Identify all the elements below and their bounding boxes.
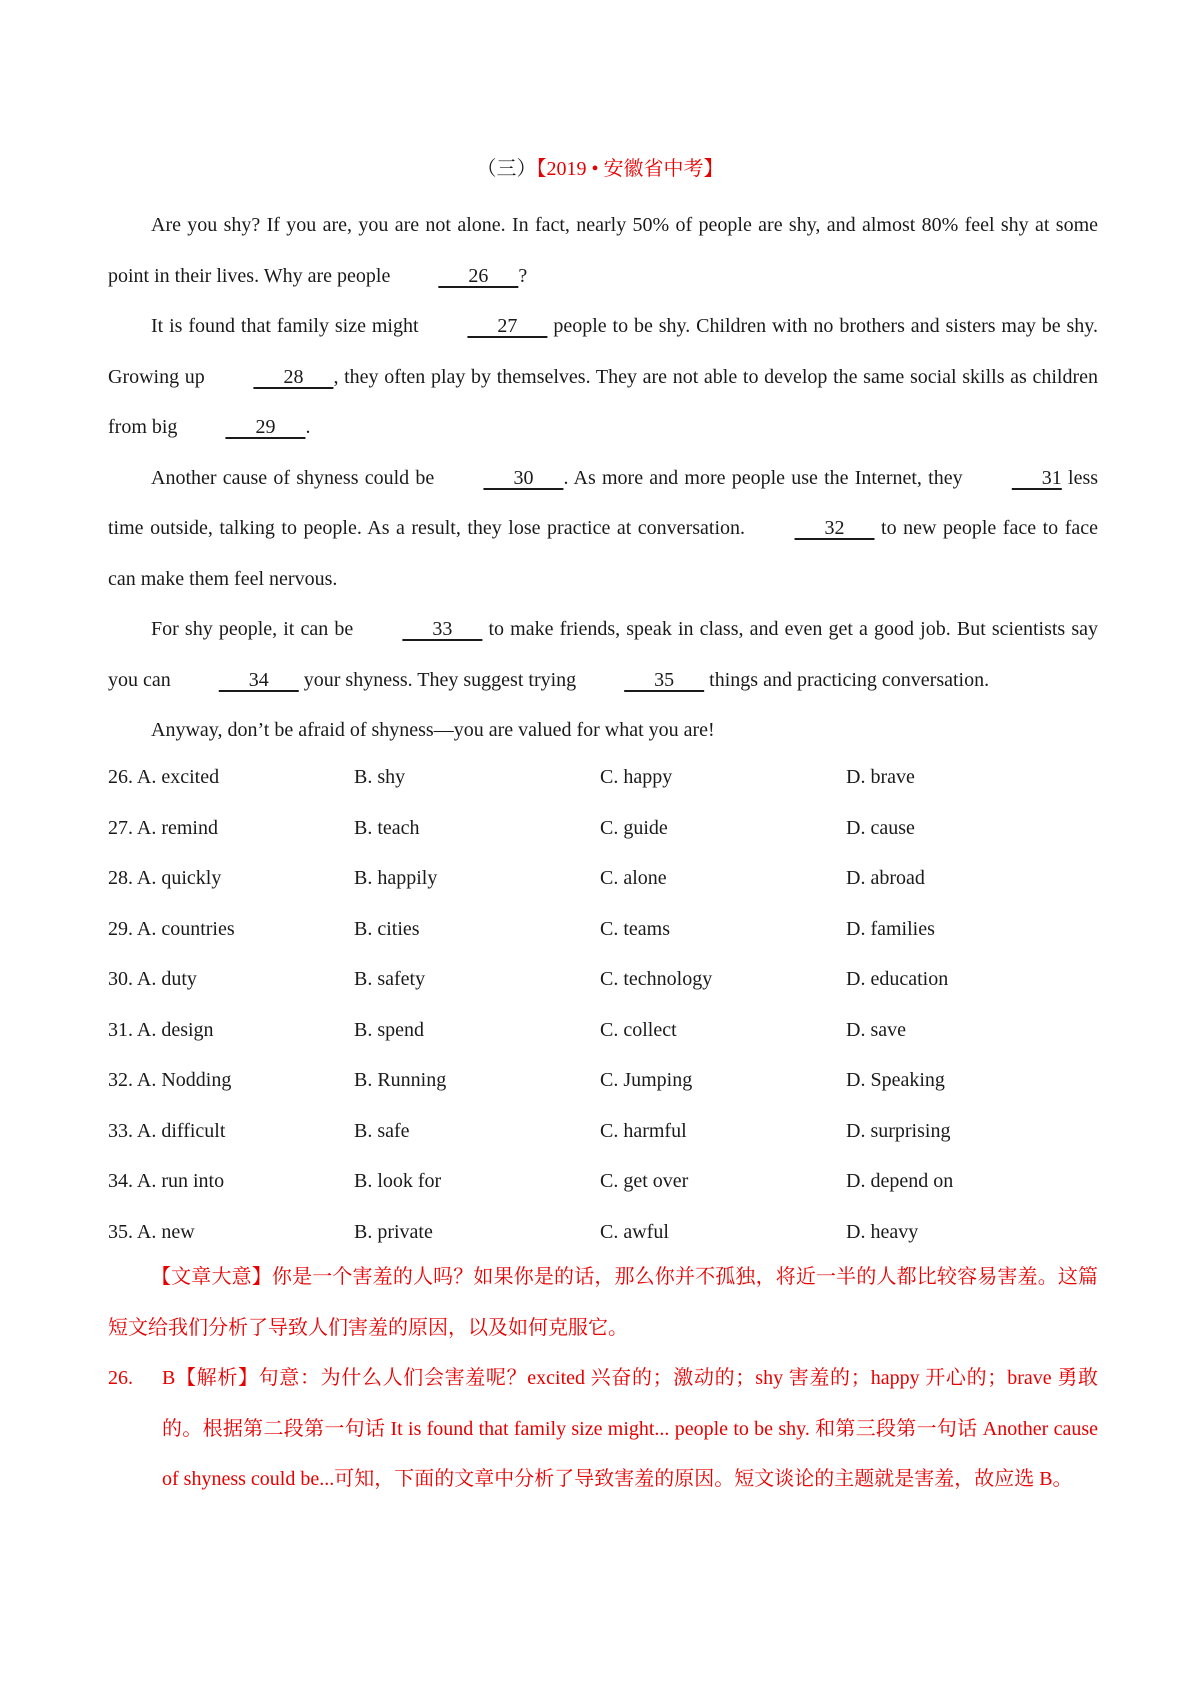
option-d: D. abroad bbox=[846, 867, 925, 889]
option-row-33 bbox=[108, 1106, 1098, 1157]
option-c: C. get over bbox=[600, 1170, 689, 1192]
option-a: 28. A. quickly bbox=[108, 867, 222, 889]
option-b: B. safety bbox=[354, 968, 426, 990]
option-d: D. education bbox=[846, 968, 949, 990]
option-row-32 bbox=[108, 1055, 1098, 1106]
option-a: 30. A. duty bbox=[108, 968, 197, 990]
option-row-28 bbox=[108, 853, 1098, 904]
option-a: 32. A. Nodding bbox=[108, 1069, 232, 1091]
option-d: D. surprising bbox=[846, 1119, 951, 1142]
answer-analysis bbox=[108, 1252, 1098, 1505]
option-d: D. brave bbox=[846, 766, 915, 788]
blank-34: 34 bbox=[218, 668, 299, 691]
section-title bbox=[0, 154, 1200, 184]
option-d: D. heavy bbox=[846, 1220, 919, 1243]
blank-26: 26 bbox=[438, 264, 519, 287]
article-summary: 【文章大意】你是一个害羞的人吗？如果你是的话，那么你并不孤独，将近一半的人都比较容易害羞。这篇短文给我们分析了导致人们害羞的原因，以及如何克服它。 bbox=[108, 1266, 1098, 1339]
cloze-article bbox=[108, 200, 1098, 756]
option-d: D. families bbox=[846, 917, 935, 940]
option-row-29 bbox=[108, 904, 1098, 955]
option-row-31 bbox=[108, 1005, 1098, 1056]
option-d: D. cause bbox=[846, 816, 915, 839]
option-a: 35. A. new bbox=[108, 1220, 195, 1243]
blank-27: 27 bbox=[467, 315, 548, 337]
article-paragraph-3: Another cause of shyness could be 30 . As more and more people use the Internet, they 31 less time outside, talking to people. As a result, they lose practice at conversation. 32 to new people face to face can make them feel nervous. bbox=[108, 453, 1098, 605]
option-b: B. safe bbox=[354, 1119, 410, 1142]
option-c: C. teams bbox=[600, 917, 670, 940]
blank-35: 35 bbox=[624, 668, 705, 691]
answer-options bbox=[108, 752, 1098, 1257]
option-a: 26. A. excited bbox=[108, 766, 220, 788]
option-c: C. happy bbox=[600, 766, 673, 788]
option-b: B. shy bbox=[354, 766, 406, 788]
option-d: D. depend on bbox=[846, 1170, 954, 1192]
option-b: B. look for bbox=[354, 1170, 442, 1192]
option-b: B. spend bbox=[354, 1018, 424, 1041]
article-paragraph-4: For shy people, it can be 33 to make friends, speak in class, and even get a good job. But scientists say you can 34 your shyness. They suggest trying 35 things and practicing conversation. bbox=[108, 604, 1098, 705]
option-b: B. private bbox=[354, 1220, 433, 1243]
option-c: C. guide bbox=[600, 816, 668, 839]
blank-28: 28 bbox=[253, 365, 334, 388]
option-a: 27. A. remind bbox=[108, 816, 218, 839]
option-b: B. teach bbox=[354, 816, 420, 839]
option-d: D. save bbox=[846, 1018, 906, 1041]
blank-33: 33 bbox=[402, 618, 483, 640]
option-c: C. alone bbox=[600, 867, 667, 889]
article-paragraph-2: It is found that family size might 27 people to be shy. Children with no brothers and sisters may be shy. Growing up 28 , they often play by themselves. They are not able to develop the same social skills as children from big 29 . bbox=[108, 301, 1098, 453]
option-row-35 bbox=[108, 1207, 1098, 1258]
answer-26-explanation bbox=[108, 1353, 1098, 1505]
blank-32: 32 bbox=[794, 517, 875, 539]
option-row-26 bbox=[108, 752, 1098, 803]
option-row-27 bbox=[108, 803, 1098, 854]
blank-30: 30 bbox=[483, 466, 564, 489]
option-c: C. technology bbox=[600, 968, 713, 990]
section-number: （三） bbox=[476, 158, 537, 180]
option-c: C. awful bbox=[600, 1220, 669, 1243]
option-b: B. Running bbox=[354, 1069, 447, 1091]
option-c: C. harmful bbox=[600, 1119, 687, 1142]
blank-29: 29 bbox=[225, 416, 306, 438]
article-paragraph-5: Anyway, don’t be afraid of shyness—you are valued for what you are! bbox=[151, 719, 715, 741]
option-a: 31. A. design bbox=[108, 1018, 214, 1041]
option-a: 33. A. difficult bbox=[108, 1119, 226, 1142]
option-c: C. collect bbox=[600, 1018, 677, 1041]
option-b: B. cities bbox=[354, 917, 420, 940]
option-row-30 bbox=[108, 954, 1098, 1005]
blank-31: 31 bbox=[1011, 466, 1062, 489]
article-paragraph-1: Are you shy? If you are, you are not alone. In fact, nearly 50% of people are shy, and almost 80% feel shy at some point in their lives. Why are people 26 ? bbox=[108, 200, 1098, 301]
source-label: 【2019 • 安徽省中考】 bbox=[536, 158, 724, 180]
option-a: 34. A. run into bbox=[108, 1170, 225, 1192]
answer-number: 26. bbox=[108, 1367, 133, 1389]
option-a: 29. A. countries bbox=[108, 917, 235, 940]
option-c: C. Jumping bbox=[600, 1069, 693, 1091]
option-b: B. happily bbox=[354, 867, 438, 889]
option-d: D. Speaking bbox=[846, 1069, 945, 1091]
option-row-34 bbox=[108, 1156, 1098, 1207]
answer-body: B【解析】句意：为什么人们会害羞呢？excited 兴奋的；激动的；shy 害羞的；happy 开心的；brave 勇敢的。根据第二段第一句话 It is found that family size might... people to be shy. 和第三段第一句话 Another cause of shyness could be...可知，下面的文章中分析了导致害羞的原因。短文谈论的主题就是害羞，故应选 B。 bbox=[162, 1367, 1098, 1490]
